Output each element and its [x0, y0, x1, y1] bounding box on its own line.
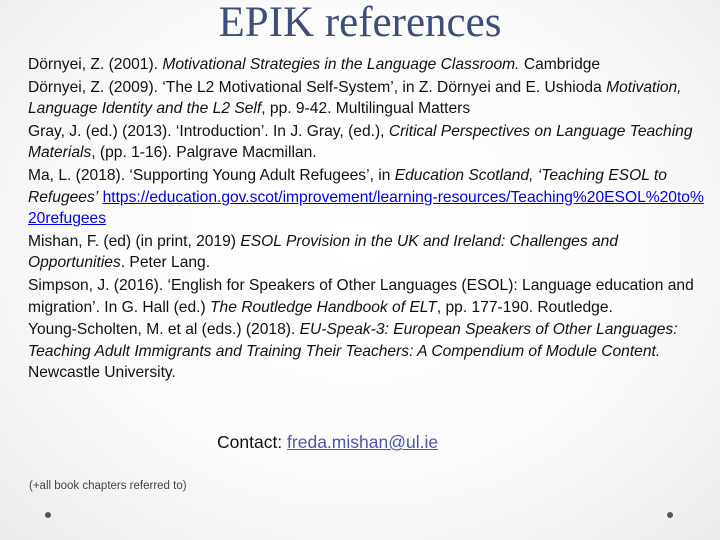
bottom-right-bullet-icon — [667, 512, 673, 518]
reference-title: Motivational Strategies in the Language Classroom. — [162, 56, 520, 73]
reference-item — [28, 275, 704, 318]
reference-text: Cambridge — [519, 56, 601, 73]
reference-list — [28, 54, 704, 385]
reference-item — [28, 77, 704, 120]
reference-title: The Routledge Handbook of ELT — [210, 298, 437, 316]
reference-text: , (pp. 1-16). Palgrave Macmillan. — [91, 144, 317, 162]
reference-title: Education Scotland, ‘Teaching ESOL to Refugees’ — [28, 166, 667, 206]
reference-item — [28, 165, 704, 230]
reference-text: Simpson, J. (2016). ‘English for Speakers of Other Languages (ESOL): Language education and migration’. In G. Hall (ed.) — [28, 276, 694, 316]
reference-text: , pp. 9-42. Multilingual Matters — [261, 100, 471, 118]
footnote: (+all book chapters referred to) — [29, 480, 187, 492]
reference-item — [28, 121, 704, 164]
reference-item — [28, 231, 704, 274]
reference-text: Dörnyei, Z. (2001). — [28, 56, 163, 73]
reference-text: Mishan, F. (ed) (in print, 2019) — [28, 232, 241, 250]
reference-text: , pp. 177-190. Routledge. — [436, 298, 613, 316]
reference-title: ESOL Provision in the UK and Ireland: Challenges and Opportunities — [28, 232, 619, 272]
reference-title: EU-Speak-3: European Speakers of Other Languages: Teaching Adult Immigrants and Training Their Teachers: A Compendium of Module Content. — [28, 321, 678, 360]
contact-line — [217, 431, 438, 453]
reference-item — [28, 319, 704, 384]
reference-text: Gray, J. (ed.) (2013). ‘Introduction’. In J. Gray, (ed.), — [28, 122, 389, 140]
reference-text: Newcastle University. — [28, 364, 176, 382]
reference-title: Motivation, Language Identity and the L2 Self — [28, 78, 682, 118]
contact-label: Contact: — [217, 432, 288, 452]
reference-text: . Peter Lang. — [120, 254, 211, 272]
reference-text: Ma, L. (2018). ‘Supporting Young Adult Refugees’, in — [28, 166, 395, 184]
contact-email-link[interactable]: freda.mishan@ul.ie — [287, 432, 439, 452]
reference-title: Critical Perspectives on Language Teaching Materials — [28, 122, 693, 162]
slide-title: EPIK references — [218, 0, 502, 46]
reference-text: Young-Scholten, M. et al (eds.) (2018). — [28, 321, 300, 339]
reference-link[interactable]: https://education.gov.scot/improvement/learning-resources/Teaching%20ESOL%20to%20refugees — [28, 188, 704, 228]
reference-item — [28, 54, 704, 76]
bottom-left-bullet-icon — [45, 512, 51, 518]
reference-text: Dörnyei, Z. (2009). ‘The L2 Motivational Self-System’, in Z. Dörnyei and E. Ushioda — [28, 78, 607, 96]
